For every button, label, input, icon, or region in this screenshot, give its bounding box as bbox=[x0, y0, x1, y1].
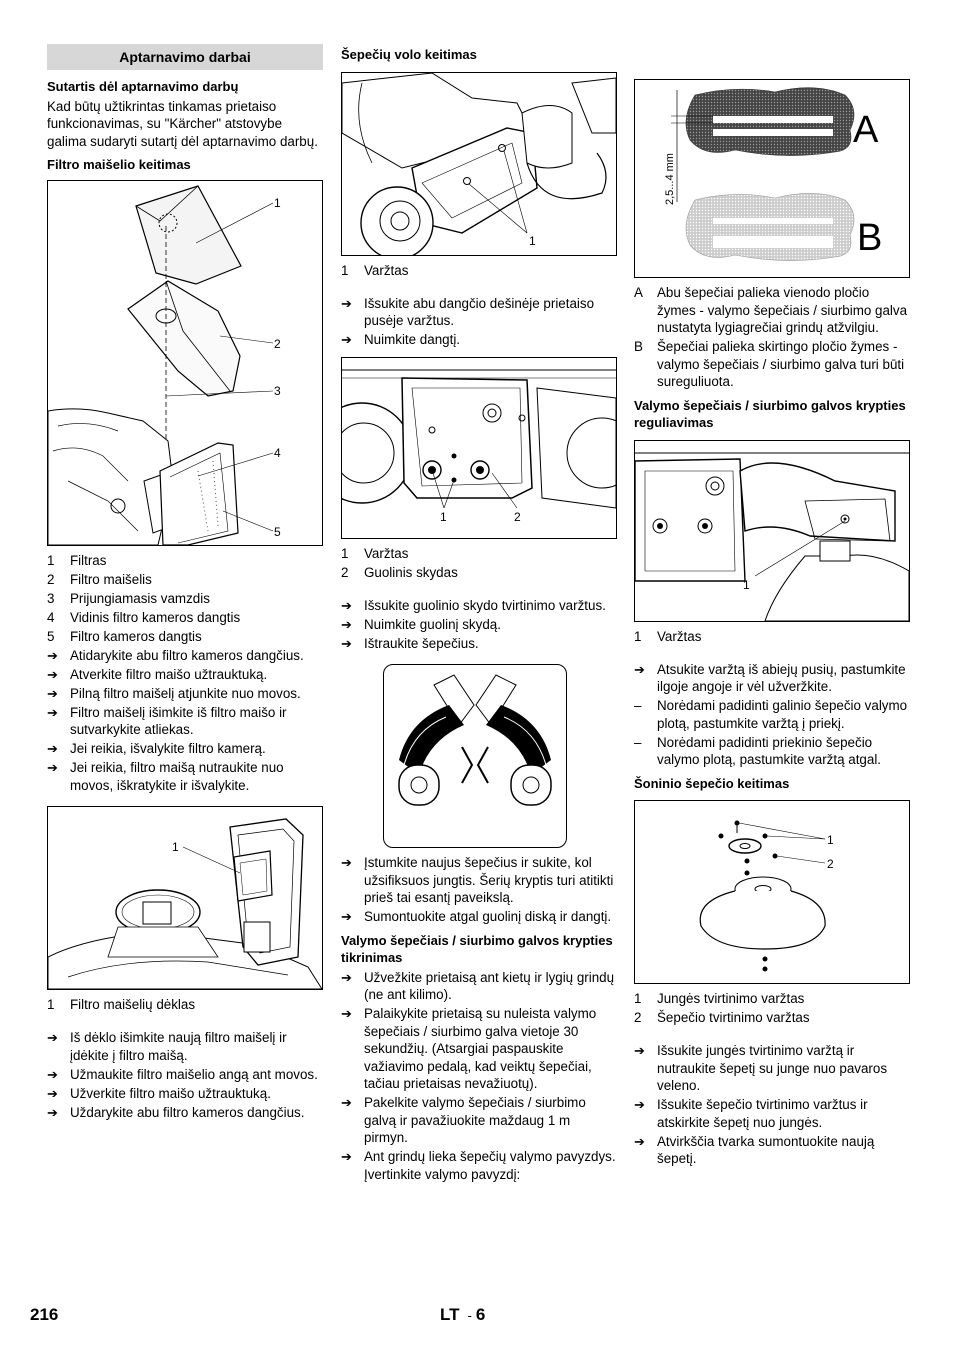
fig2-legend bbox=[47, 996, 323, 1014]
letter-b: B bbox=[857, 217, 883, 259]
step-item: ➔ Uždarykite abu filtro kameros dangčius. bbox=[47, 1104, 305, 1120]
filter-bag-figure bbox=[47, 180, 323, 546]
step-item: ➔ Atsukite varžtą iš abiejų pusių, pastumkite ilgoje angoje ir vėl užveržkite. bbox=[634, 661, 906, 694]
step-item: ➔ Nuimkite dangtį. bbox=[341, 332, 461, 347]
step-item: ➔ Pilną filtro maišelį atjunkite nuo movos. bbox=[47, 685, 301, 701]
bearing-plate-figure bbox=[341, 357, 617, 539]
arrow-icon: ➔ bbox=[634, 1043, 645, 1058]
arrow-icon: ➔ bbox=[47, 760, 58, 775]
step-item: ➔ Užverkite filtro maišo užtrauktuką. bbox=[47, 1085, 271, 1101]
steps-adjust bbox=[634, 661, 910, 769]
step-item: ➔ Filtro maišelį išimkite iš filtro maišo ir sutvarkykite atliekas. bbox=[47, 704, 287, 737]
fig7-legend bbox=[634, 628, 910, 646]
arrow-icon: ➔ bbox=[47, 666, 58, 682]
adjust-heading: Valymo šepečiais / siurbimo galvos krypties reguliavimas bbox=[634, 397, 906, 430]
separator: - bbox=[467, 1308, 472, 1323]
callout-1: 1 bbox=[172, 840, 179, 854]
legend-item: 1 Filtras bbox=[47, 552, 107, 568]
fig3-legend bbox=[341, 262, 617, 280]
step-item: ➔ Išsukite guolinio skydo tvirtinimo varžtus. bbox=[341, 597, 606, 613]
arrow-icon: ➔ bbox=[341, 597, 352, 613]
column-2 bbox=[341, 44, 617, 1185]
bag-holder-drawing bbox=[48, 807, 322, 989]
steps-side-brush bbox=[634, 1042, 910, 1168]
cleaning-pattern-drawing bbox=[635, 80, 909, 277]
filter-heading: Filtro maišelio keitimas bbox=[47, 157, 191, 172]
callout-1: 1 bbox=[440, 509, 447, 524]
step-item: – Norėdami padidinti galinio šepečio valymo plotą, pastumkite varžtą į priekį. bbox=[634, 698, 908, 731]
adjust-screw-figure bbox=[634, 440, 910, 622]
steps-insert-bag bbox=[47, 1029, 323, 1121]
callout-5: 5 bbox=[274, 524, 281, 539]
legend-item: 2 Guolinis skydas bbox=[341, 564, 458, 580]
callout-4: 4 bbox=[274, 445, 281, 460]
step-item: ➔ Išsukite šepečio tvirtinimo varžtus ir atskirkite šepetį nuo jungės. bbox=[634, 1097, 868, 1130]
arrow-icon: ➔ bbox=[341, 909, 352, 924]
callout-3: 3 bbox=[274, 383, 281, 398]
steps-check bbox=[341, 969, 617, 1184]
arrow-icon: ➔ bbox=[341, 616, 352, 632]
step-item: ➔ Jei reikia, filtro maišą nutraukite nuo movos, iškratykite ir išvalykite. bbox=[47, 760, 284, 793]
contract-text: Kad būtų užtikrintas tinkamas prietaiso funkcionavimas, su "Kärcher" atstovybe galima sudaryti sutartį dėl aptarnavimo darbų. bbox=[47, 98, 318, 149]
filter-bag-drawing bbox=[48, 181, 322, 545]
dash-icon: – bbox=[634, 734, 642, 750]
arrow-icon: ➔ bbox=[341, 332, 352, 347]
step-item: ➔ Išsukite abu dangčio dešinėje prietaiso pusėje varžtus. bbox=[341, 295, 595, 328]
steps-remove-cover bbox=[341, 295, 617, 349]
section-title: Aptarnavimo darbai bbox=[47, 44, 323, 70]
cover-screws-figure bbox=[341, 72, 617, 256]
arrow-icon: ➔ bbox=[634, 1133, 645, 1149]
arrow-icon: ➔ bbox=[47, 1085, 58, 1101]
step-item: ➔ Iš dėklo išimkite naują filtro maišelį ir įdėkite į filtro maišą. bbox=[47, 1030, 287, 1063]
arrow-icon: ➔ bbox=[341, 635, 352, 651]
bearing-plate-drawing bbox=[342, 358, 616, 538]
arrow-icon: ➔ bbox=[634, 1097, 645, 1112]
page-section-label bbox=[440, 1306, 485, 1325]
side-brush-drawing bbox=[635, 801, 909, 983]
page-number: 216 bbox=[30, 1305, 59, 1324]
fig8-legend bbox=[634, 990, 910, 1027]
bristle-direction-drawing bbox=[384, 665, 566, 847]
roller-heading: Šepečių volo keitimas bbox=[341, 47, 477, 62]
contract-heading: Sutartis dėl aptarnavimo darbų bbox=[47, 79, 239, 94]
callout-2: 2 bbox=[514, 509, 521, 524]
step-item: ➔ Atverkite filtro maišo užtrauktuką. bbox=[47, 666, 268, 682]
legend-item: 4 Vidinis filtro kameros dangtis bbox=[47, 609, 241, 625]
step-item: ➔ Išsukite jungės tvirtinimo varžtą ir nutraukite šepetį su junge nuo pavaros veleno. bbox=[634, 1043, 888, 1093]
callout-1: 1 bbox=[274, 195, 281, 210]
legend-item: 5 Filtro kameros dangtis bbox=[47, 628, 202, 644]
callout-1: 1 bbox=[743, 577, 750, 592]
arrow-icon: ➔ bbox=[341, 1149, 352, 1164]
dash-icon: – bbox=[634, 698, 642, 713]
legend-item: 1 Varžtas bbox=[341, 262, 409, 278]
arrow-icon: ➔ bbox=[47, 704, 58, 720]
adjust-screw-drawing bbox=[635, 441, 909, 621]
fig4-legend bbox=[341, 545, 617, 582]
arrow-icon: ➔ bbox=[634, 661, 645, 677]
step-item: ➔ Jei reikia, išvalykite filtro kamerą. bbox=[47, 741, 266, 756]
check-heading: Valymo šepečiais / siurbimo galvos krypties tikrinimas bbox=[341, 932, 613, 965]
step-item: ➔ Užvežkite prietaisą ant kietų ir lygių grindų (ne ant kilimo). bbox=[341, 969, 615, 1002]
callout-1: 1 bbox=[827, 833, 834, 847]
arrow-icon: ➔ bbox=[47, 741, 58, 756]
arrow-icon: ➔ bbox=[47, 1030, 58, 1045]
cleaning-pattern-figure bbox=[634, 79, 910, 278]
arrow-icon: ➔ bbox=[341, 1006, 352, 1021]
fig1-legend bbox=[47, 552, 323, 646]
column-3 bbox=[634, 44, 910, 1169]
step-item: ➔ Ant grindų lieka šepečių valymo pavyzdys. Įvertinkite valymo pavyzdį: bbox=[341, 1149, 616, 1182]
callout-2: 2 bbox=[827, 857, 834, 871]
step-item: ➔ Pakelkite valymo šepečiais / siurbimo galvą ir pavažiuokite maždaug 1 m pirmyn. bbox=[341, 1095, 586, 1145]
side-brush-figure bbox=[634, 800, 910, 984]
legend-item: 1 Varžtas bbox=[341, 545, 409, 561]
side-heading: Šoninio šepečio keitimas bbox=[634, 775, 790, 791]
language-code: LT bbox=[440, 1305, 460, 1324]
step-item: ➔ Įstumkite naujus šepečius ir sukite, kol užsifiksuos jungtis. Šerių kryptis turi atitikti prieš tai esantį paveikslą. bbox=[341, 855, 614, 905]
bag-holder-figure bbox=[47, 806, 323, 990]
cover-screws-drawing bbox=[342, 73, 616, 255]
legend-item: A Abu šepečiai palieka vienodo pločio žymes - valymo šepečiais / siurbimo galva nustatyta lygiagrečiai grindų atžvilgiu. bbox=[634, 285, 908, 335]
callout-2: 2 bbox=[274, 336, 281, 351]
arrow-icon: ➔ bbox=[47, 1104, 58, 1120]
arrow-icon: ➔ bbox=[341, 1095, 352, 1110]
step-item: ➔ Užmaukite filtro maišelio angą ant movos. bbox=[47, 1066, 318, 1082]
legend-item: 2 Šepečio tvirtinimo varžtas bbox=[634, 1010, 810, 1025]
arrow-icon: ➔ bbox=[341, 969, 352, 985]
ab-legend bbox=[634, 284, 910, 391]
step-item: ➔ Palaikykite prietaisą su nuleista valymo šepečiais / siurbimo galva vietoje 30 sekundžių. (Atsargiai paspauskite važiavimo pedalą, kad veiktų šepečiai, tačiau prietaisas nevažiuotų). bbox=[341, 1006, 597, 1091]
step-item: ➔ Nuimkite guolinį skydą. bbox=[341, 616, 501, 632]
callout-1: 1 bbox=[529, 233, 536, 248]
legend-item: 1 Jungės tvirtinimo varžtas bbox=[634, 991, 805, 1006]
step-item: – Norėdami padidinti priekinio šepečio valymo plotą, pastumkite varžtą atgal. bbox=[634, 734, 882, 767]
section-number: 6 bbox=[475, 1305, 486, 1324]
legend-item: 2 Filtro maišelis bbox=[47, 571, 152, 587]
legend-item: 1 Varžtas bbox=[634, 628, 702, 644]
column-1 bbox=[47, 44, 323, 1123]
arrow-icon: ➔ bbox=[341, 855, 352, 870]
letter-a: A bbox=[853, 109, 879, 151]
step-item: ➔ Ištraukite šepečius. bbox=[341, 635, 479, 651]
step-item: ➔ Sumontuokite atgal guolinį diską ir dangtį. bbox=[341, 909, 612, 924]
arrow-icon: ➔ bbox=[47, 685, 58, 701]
legend-item: 1 Filtro maišelių dėklas bbox=[47, 997, 196, 1012]
steps-install-roller bbox=[341, 854, 617, 926]
steps-remove-plate bbox=[341, 597, 617, 653]
arrow-icon: ➔ bbox=[47, 1066, 58, 1082]
legend-item: 3 Prijungiamasis vamzdis bbox=[47, 590, 210, 606]
bristle-direction-figure bbox=[383, 664, 567, 848]
arrow-icon: ➔ bbox=[341, 295, 352, 311]
arrow-icon: ➔ bbox=[47, 647, 58, 663]
step-item: ➔ Atvirkščia tvarka sumontuokite naują šepetį. bbox=[634, 1133, 875, 1166]
steps-remove-bag bbox=[47, 647, 323, 795]
dimension-label: 2,5...4 mm bbox=[664, 153, 676, 205]
step-item: ➔ Atidarykite abu filtro kameros dangčius. bbox=[47, 647, 304, 663]
legend-item: B Šepečiai palieka skirtingo pločio žymes - valymo šepečiais / siurbimo galva turi būti sureguliuota. bbox=[634, 339, 905, 389]
